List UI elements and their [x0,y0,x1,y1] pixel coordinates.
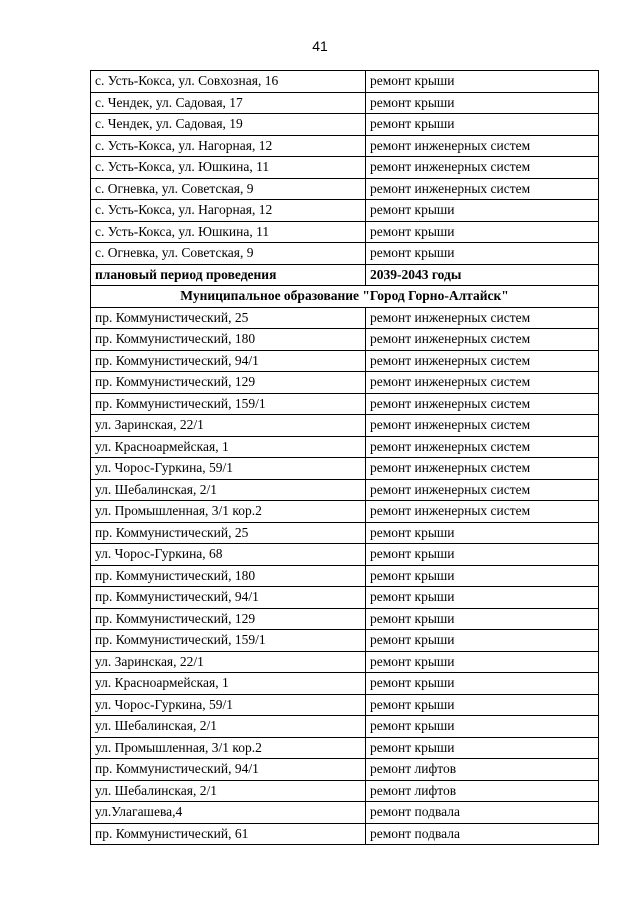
work-type-cell: ремонт инженерных систем [366,178,599,200]
work-type-cell: ремонт крыши [366,522,599,544]
table-row [91,157,599,179]
table-row [91,630,599,652]
work-type-cell: ремонт крыши [366,587,599,609]
work-type-cell: ремонт крыши [366,630,599,652]
address-cell: пр. Коммунистический, 180 [91,329,366,351]
address-cell: пр. Коммунистический, 129 [91,372,366,394]
address-cell: с. Чендек, ул. Садовая, 19 [91,114,366,136]
work-type-cell: ремонт крыши [366,565,599,587]
address-cell: ул. Шебалинская, 2/1 [91,716,366,738]
address-cell: с. Усть-Кокса, ул. Юшкина, 11 [91,157,366,179]
address-cell: ул. Промышленная, 3/1 кор.2 [91,501,366,523]
period-value: 2039-2043 годы [366,264,599,286]
section-title: Муниципальное образование "Город Горно-Алтайск" [91,286,599,308]
address-cell: с. Огневка, ул. Советская, 9 [91,243,366,265]
table-row [91,393,599,415]
table-body-top [91,71,599,265]
table-row [91,329,599,351]
work-type-cell: ремонт лифтов [366,780,599,802]
address-cell: с. Огневка, ул. Советская, 9 [91,178,366,200]
table-row [91,694,599,716]
work-type-cell: ремонт инженерных систем [366,329,599,351]
page-number: 41 [312,38,328,54]
work-type-cell: ремонт инженерных систем [366,436,599,458]
address-cell: ул. Шебалинская, 2/1 [91,780,366,802]
table-row [91,823,599,845]
work-type-cell: ремонт лифтов [366,759,599,781]
work-type-cell: ремонт инженерных систем [366,135,599,157]
address-cell: ул. Промышленная, 3/1 кор.2 [91,737,366,759]
address-cell: с. Усть-Кокса, ул. Юшкина, 11 [91,221,366,243]
table-row [91,307,599,329]
work-type-cell: ремонт подвала [366,802,599,824]
table-row [91,608,599,630]
work-type-cell: ремонт крыши [366,200,599,222]
address-cell: ул. Заринская, 22/1 [91,651,366,673]
table-row [91,716,599,738]
address-cell: пр. Коммунистический, 61 [91,823,366,845]
table-body-period [91,264,599,307]
table-row [91,458,599,480]
table-row [91,372,599,394]
table-row [91,436,599,458]
work-type-cell: ремонт подвала [366,823,599,845]
address-cell: ул.Улагашева,4 [91,802,366,824]
table-row [91,71,599,93]
work-type-cell: ремонт крыши [366,92,599,114]
table-row [91,522,599,544]
address-cell: пр. Коммунистический, 25 [91,307,366,329]
work-type-cell: ремонт инженерных систем [366,393,599,415]
address-cell: ул. Заринская, 22/1 [91,415,366,437]
work-type-cell: ремонт крыши [366,71,599,93]
address-cell: пр. Коммунистический, 94/1 [91,587,366,609]
address-cell: ул. Красноармейская, 1 [91,673,366,695]
table-row [91,565,599,587]
work-type-cell: ремонт инженерных систем [366,307,599,329]
table-row [91,802,599,824]
repair-schedule-table [90,70,599,845]
work-type-cell: ремонт крыши [366,716,599,738]
address-cell: пр. Коммунистический, 180 [91,565,366,587]
work-type-cell: ремонт инженерных систем [366,458,599,480]
table-row [91,737,599,759]
address-cell: пр. Коммунистический, 25 [91,522,366,544]
address-cell: ул. Чорос-Гуркина, 59/1 [91,694,366,716]
table-row [91,587,599,609]
address-cell: пр. Коммунистический, 159/1 [91,630,366,652]
table-row [91,200,599,222]
table-row [91,178,599,200]
table-row [91,221,599,243]
table-row [91,114,599,136]
work-type-cell: ремонт крыши [366,608,599,630]
address-cell: пр. Коммунистический, 94/1 [91,350,366,372]
table-row [91,673,599,695]
table-row [91,501,599,523]
address-cell: ул. Красноармейская, 1 [91,436,366,458]
work-type-cell: ремонт крыши [366,221,599,243]
work-type-cell: ремонт инженерных систем [366,415,599,437]
table-row [91,479,599,501]
address-cell: с. Чендек, ул. Садовая, 17 [91,92,366,114]
table-row [91,243,599,265]
address-cell: ул. Чорос-Гуркина, 59/1 [91,458,366,480]
address-cell: пр. Коммунистический, 94/1 [91,759,366,781]
work-type-cell: ремонт инженерных систем [366,372,599,394]
period-label: плановый период проведения [91,264,366,286]
address-cell: пр. Коммунистический, 159/1 [91,393,366,415]
table-row [91,415,599,437]
work-type-cell: ремонт крыши [366,243,599,265]
table-row [91,135,599,157]
work-type-cell: ремонт крыши [366,737,599,759]
address-cell: ул. Чорос-Гуркина, 68 [91,544,366,566]
period-row [91,264,599,286]
work-type-cell: ремонт крыши [366,544,599,566]
work-type-cell: ремонт инженерных систем [366,479,599,501]
work-type-cell: ремонт инженерных систем [366,350,599,372]
table-row [91,92,599,114]
table-row [91,759,599,781]
work-type-cell: ремонт крыши [366,114,599,136]
work-type-cell: ремонт крыши [366,673,599,695]
work-type-cell: ремонт инженерных систем [366,501,599,523]
address-cell: с. Усть-Кокса, ул. Нагорная, 12 [91,135,366,157]
work-type-cell: ремонт инженерных систем [366,157,599,179]
table-row [91,780,599,802]
section-row [91,286,599,308]
table-row [91,350,599,372]
table-body-bottom [91,307,599,845]
address-cell: с. Усть-Кокса, ул. Совхозная, 16 [91,71,366,93]
table-row [91,544,599,566]
work-type-cell: ремонт крыши [366,694,599,716]
work-type-cell: ремонт крыши [366,651,599,673]
address-cell: с. Усть-Кокса, ул. Нагорная, 12 [91,200,366,222]
address-cell: ул. Шебалинская, 2/1 [91,479,366,501]
address-cell: пр. Коммунистический, 129 [91,608,366,630]
table-row [91,651,599,673]
